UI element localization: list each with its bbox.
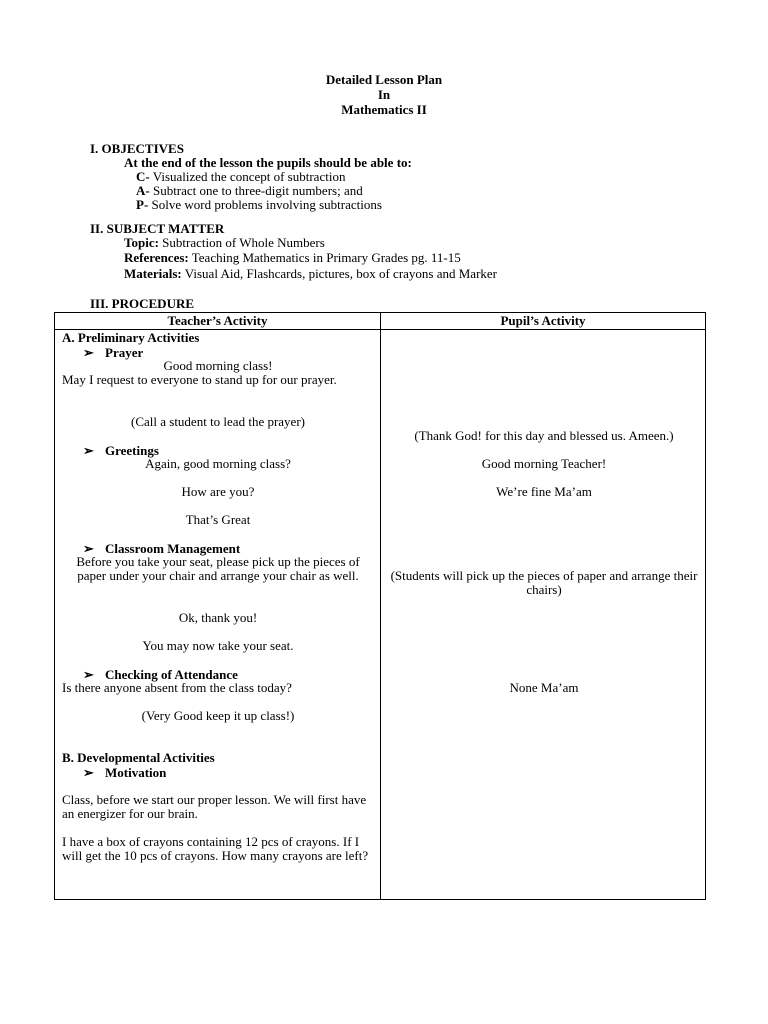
motivation-heading [83,765,166,781]
teacher-activity-header: Teacher’s Activity [55,313,381,330]
classroom-teacher-1: Before you take your seat, please pick up the pieces of paper under your chair and arrange your chair as well. [76,554,360,583]
classroom-teacher-3: You may now take your seat. [142,638,294,653]
attendance-teacher-1: Is there anyone absent from the class today? [62,680,292,695]
title-line-1: Detailed Lesson Plan [325,72,443,87]
greetings-teacher-3: That’s Great [185,512,251,527]
arrow-bullet-icon: ➢ [83,541,94,556]
pupil-activity-cell [381,330,706,900]
objective-letter: C- [136,169,150,184]
developmental-activities-heading: B. Developmental Activities [62,750,215,765]
objective-text: Subtract one to three-digit numbers; and [149,183,363,198]
greetings-pupil-1: Good morning Teacher! [481,456,607,471]
references-label: References: [124,250,189,265]
subject-matter-heading: II. SUBJECT MATTER [90,221,225,236]
materials-line [124,266,497,282]
title-line-2: In [377,87,391,102]
document-title [0,72,768,117]
table-header-row [55,313,706,330]
references-value: Teaching Mathematics in Primary Grades pg. 11-15 [188,250,461,265]
arrow-bullet-icon: ➢ [83,667,94,682]
table-body-row [55,330,706,900]
greetings-teacher-1: Again, good morning class? [145,456,291,471]
topic-line [124,235,325,251]
arrow-bullet-icon: ➢ [83,765,94,780]
topic-value: Subtraction of Whole Numbers [158,235,325,250]
prayer-teacher-2: May I request to everyone to stand up for our prayer. [62,372,337,387]
prayer-teacher-3: (Call a student to lead the prayer) [131,414,305,429]
objective-letter: A- [136,183,150,198]
title-line-3: Mathematics II [341,102,427,117]
classroom-pupil-1: (Students will pick up the pieces of paper and arrange their chairs) [390,568,698,597]
classroom-teacher-2: Ok, thank you! [178,610,258,625]
prayer-teacher-1: Good morning class! [163,358,273,373]
attendance-label: Checking of Attendance [105,667,238,682]
materials-value: Visual Aid, Flashcards, pictures, box of crayons and Marker [181,266,498,281]
arrow-bullet-icon: ➢ [83,345,94,360]
objective-text: Visualized the concept of subtraction [149,169,346,184]
references-line [124,250,461,266]
objective-p [136,197,382,213]
procedure-table [54,312,706,900]
prayer-pupil-1: (Thank God! for this day and blessed us. Ameen.) [414,428,674,443]
greetings-teacher-2: How are you? [181,484,255,499]
motivation-label: Motivation [105,765,167,780]
classroom-management-label: Classroom Management [105,541,241,556]
motivation-teacher-1: Class, before we start our proper lesson. We will first have an energizer for our brain. [62,792,367,821]
objective-letter: P- [136,197,149,212]
teacher-activity-cell [55,330,381,900]
attendance-teacher-2: (Very Good keep it up class!) [141,708,295,723]
motivation-teacher-2: I have a box of crayons containing 12 pcs of crayons. If I will get the 10 pcs of crayons. How many crayons are left? [62,834,369,863]
objectives-intro: At the end of the lesson the pupils should be able to: [124,155,412,170]
arrow-bullet-icon: ➢ [83,443,94,458]
objective-text: Solve word problems involving subtractions [148,197,382,212]
topic-label: Topic: [124,235,159,250]
materials-label: Materials: [124,266,182,281]
procedure-heading: III. PROCEDURE [90,296,195,311]
pupil-activity-header: Pupil’s Activity [381,313,706,330]
prayer-label: Prayer [105,345,144,360]
greetings-label: Greetings [105,443,159,458]
preliminary-activities-heading: A. Preliminary Activities [62,330,200,345]
attendance-pupil-1: None Ma’am [509,680,579,695]
greetings-pupil-2: We’re fine Ma’am [496,484,592,499]
objectives-heading: I. OBJECTIVES [90,141,184,156]
